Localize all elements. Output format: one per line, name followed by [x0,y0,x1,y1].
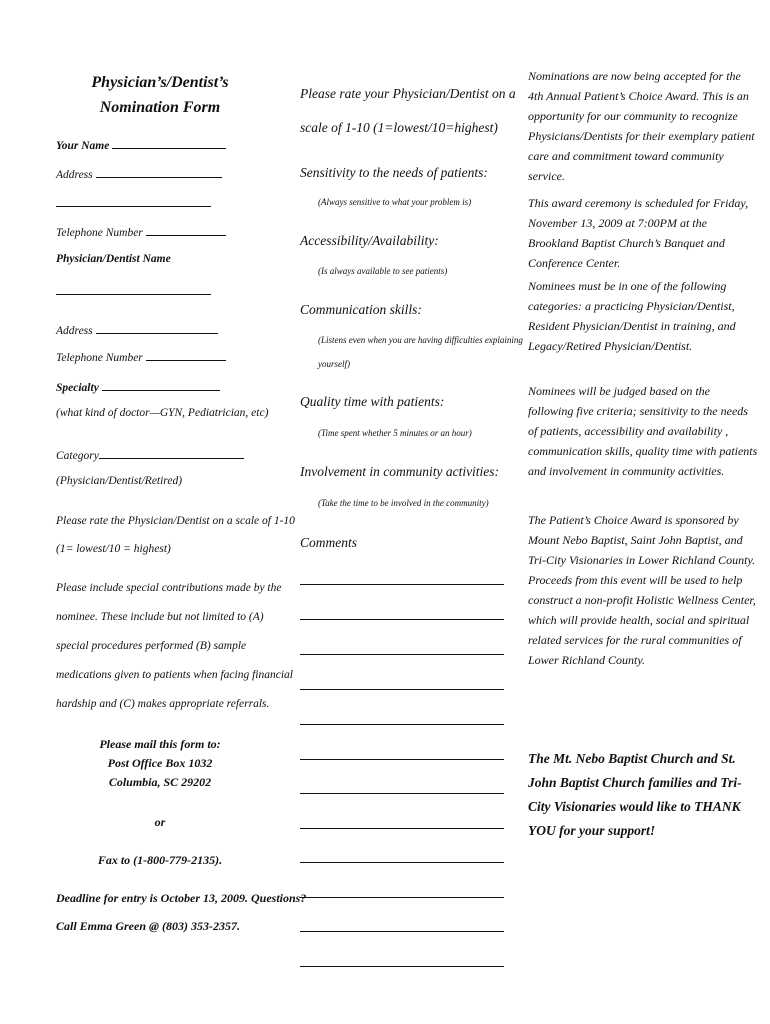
criterion-involvement-hint: (Take the time to be involved in the community) [318,498,489,508]
physician-address-label: Address [56,325,93,337]
contributions-line2: nominee. These include but not limited to (A) [56,611,264,623]
address-line [96,166,222,178]
criterion-quality-time-title: Quality time with patients: [300,394,445,409]
address-label: Address [56,169,93,181]
comment-line[interactable] [300,654,504,655]
or-text: or [154,815,166,829]
criterion-quality-time-hint: (Time spent whether 5 minutes or an hour) [318,428,472,438]
criterion-sensitivity-hint: (Always sensitive to what your problem is) [318,197,472,207]
comment-line[interactable] [300,724,504,725]
fax-text: Fax to (1-800-779-2135). [97,853,223,867]
sponsor-paragraph: The Patient’s Choice Award is sponsored by Mount Nebo Baptist, Saint John Baptist, and Tri-City Visionaries in Lower Richland County. Proceeds from this event will be used to help construct a non-profit Holistic Wellness Center, which will provide health, social and spiritual related services for the rural communities of Lower Richland County. [528,513,756,667]
form-title-line2: Nomination Form [99,99,221,116]
physician-name-label: Physician/Dentist Name [56,253,171,265]
criterion-accessibility-title: Accessibility/Availability: [300,233,439,248]
comment-line[interactable] [300,931,504,932]
criterion-communication-title: Communication skills: [300,302,422,317]
specialty-line [102,379,220,391]
specialty-field[interactable] [56,379,220,394]
comment-line[interactable] [300,828,504,829]
contributions-line5: hardship and (C) makes appropriate referrals. [56,698,270,710]
contributions-line1: Please include special contributions made by the [56,582,282,594]
criterion-communication-hint2: yourself) [318,359,350,369]
comment-line[interactable] [300,793,504,794]
contributions-line4: medications given to patients when facing financial [56,669,293,681]
comment-line[interactable] [300,689,504,690]
specialty-label: Specialty [56,382,99,394]
physician-address-line [96,322,218,334]
ceremony-paragraph: This award ceremony is scheduled for Friday, November 13, 2009 at 7:00PM at the Brookland Baptist Church’s Banquet and Conference Center. [528,196,749,270]
telephone-label: Telephone Number [56,227,143,239]
telephone-field[interactable] [56,224,226,239]
your-name-label: Your Name [56,140,110,152]
thank-you-message: The Mt. Nebo Baptist Church and St. John Baptist Church families and Tri-City Visionaries would like to THANK YOU for your support! [528,751,742,838]
rating-intro-line1: Please rate your Physician/Dentist on a [300,86,516,101]
rate-instruction-line1: Please rate the Physician/Dentist on a scale of 1-10 [56,515,295,527]
category-field[interactable] [56,447,244,462]
physician-telephone-line [146,349,226,361]
contributions-line3: special procedures performed (B) sample [56,640,247,652]
comment-line[interactable] [300,966,504,967]
comment-line[interactable] [300,619,504,620]
form-title [60,70,260,120]
category-hint: (Physician/Dentist/Retired) [56,475,183,487]
criterion-accessibility-hint: (Is always available to see patients) [318,266,448,276]
comments-label: Comments [300,535,357,550]
category-line [99,447,244,459]
comment-line[interactable] [300,759,504,760]
criterion-communication-hint1: (Listens even when you are having difficulties explaining [318,335,523,345]
comment-line[interactable] [300,584,504,585]
form-title-line1: Physician’s/Dentist’s [91,74,229,91]
your-name-field[interactable] [56,137,226,152]
deadline-text: Deadline for entry is October 13, 2009. Questions? [56,891,307,905]
nominations-paragraph: Nominations are now being accepted for the 4th Annual Patient’s Choice Award. This is an opportunity for our community to recognize Physicians/Dentists for their exemplary patient care and commitment toward community service. [528,69,755,183]
categories-paragraph: Nominees must be in one of the following categories: a practicing Physician/Dentist, Resident Physician/Dentist in training, and Legacy/Retired Physician/Dentist. [528,279,736,353]
comment-line[interactable] [300,862,504,863]
physician-telephone-field[interactable] [56,349,226,364]
address-line-2[interactable] [56,196,211,207]
address-field[interactable] [56,166,222,181]
criterion-involvement-title: Involvement in community activities: [300,464,500,479]
mail-city: Columbia, SC 29202 [108,775,212,789]
physician-address-field[interactable] [56,322,218,337]
physician-telephone-label: Telephone Number [56,352,143,364]
rate-instruction-line2: (1= lowest/10 = highest) [56,543,171,555]
mail-heading: Please mail this form to: [99,737,221,751]
rating-intro-line2: scale of 1-10 (1=lowest/10=highest) [300,120,498,135]
comment-line[interactable] [300,897,504,898]
category-label: Category [56,450,99,462]
physician-name-line[interactable] [56,284,211,295]
criterion-sensitivity-title: Sensitivity to the needs of patients: [300,165,488,180]
criteria-paragraph: Nominees will be judged based on the following five criteria; sensitivity to the needs of patients, accessibility and availability , communication skills, quality time with patients and involvement in community activities. [528,384,758,478]
telephone-line [146,224,226,236]
mail-po-box: Post Office Box 1032 [107,756,213,770]
your-name-line [112,137,226,149]
specialty-hint: (what kind of doctor—GYN, Pediatrician, etc) [56,407,269,419]
call-contact-text: Call Emma Green @ (803) 353-2357. [56,919,240,933]
